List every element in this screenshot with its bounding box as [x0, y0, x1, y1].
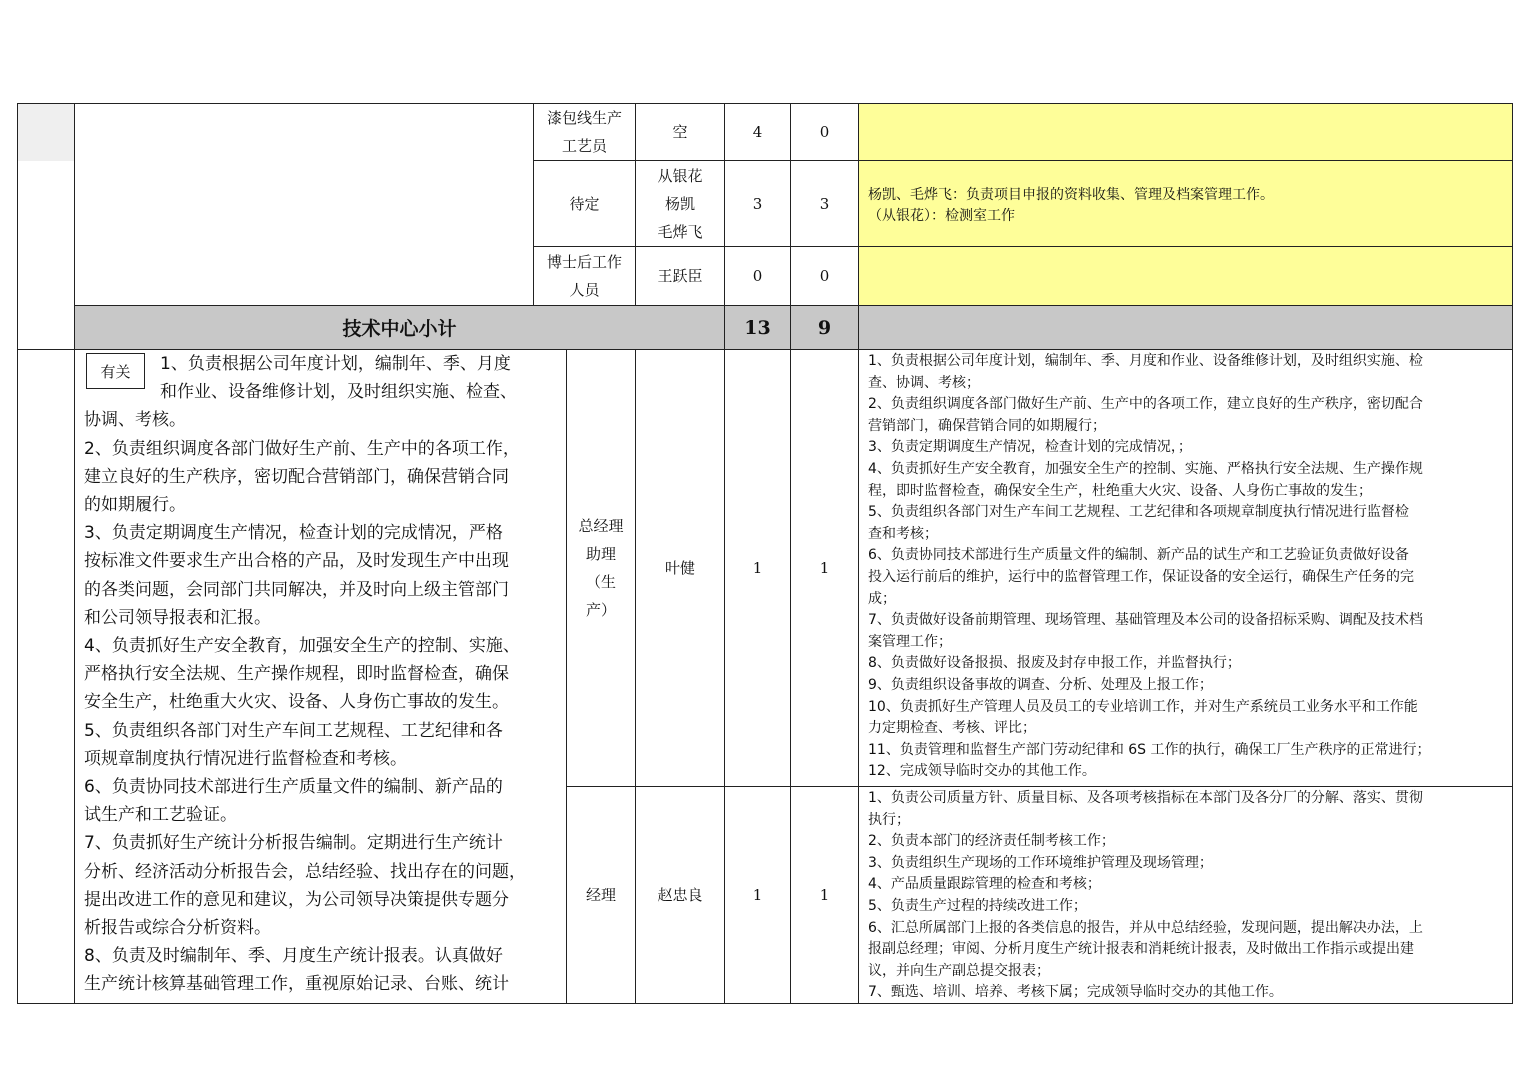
responsibilities-text: 1、负责公司质量方针、质量目标、及各项考核指标在本部门及各分厂的分解、落实、贯彻 执行； 2、负责本部门的经济责任制考核工作； 3、负责组织生产现场的工作环境维护管理及现场管理； 4、产品质量跟踪管理的检查和考核； 5、负责生产过程的持续改进工作； 6、汇总所属部门上报的各类信息的报告，并从中总结经验，发现问题，提出解决办法，上 报副总经理；审阅、分析月度生产统计报表和消耗统计报表，及时做出工作指示或提出建 议，并向生产副总提交报表； 7、甄选、培训、培养、考核下属；完成领导临时交办的其他工作。	[868, 790, 1423, 1001]
vline	[858, 103, 859, 1004]
planned-count: 3	[752, 194, 763, 213]
actual-count: 0	[819, 267, 830, 285]
note-text: 杨凯、毛烨飞：负责项目申报的资料收集、管理及档案管理工作。 （从银花）：检测室工作	[868, 187, 1274, 224]
planned-count: 1	[752, 559, 763, 577]
actual-count: 3	[819, 194, 830, 213]
duties-text-top: 1、负责根据公司年度计划，编制年、季、月度 和作业、设备维修计划，及时组织实施、检查、	[160, 354, 517, 403]
planned-count: 1	[752, 886, 763, 904]
person-cell: 赵忠良	[657, 886, 703, 904]
planned-count: 4	[752, 123, 763, 141]
person-cell: 叶健	[664, 559, 695, 577]
duties-text: 协调、考核。 2、负责组织调度各部门做好生产前、生产中的各项工作， 建立良好的生产秩序，密切配合营销部门，确保营销合同 的如期履行。 3、负责定期调度生产情况，检查计划的完成情况，严格 按标准文件要求生产出合格的产品，及时发现生产中出现 的各类问题，会同部门共同解决，并及时向上级主管部门 和公司领导报表和汇报。 4、负责抓好生产安全教育，加强安全生产的控制、实施、 严格执行安全法规、生产操作规程，即时监督检查，确保 安全生产，杜绝重大火灾、设备、人身伤亡事故的发生。 5、负责组织各部门对生产车间工艺规程、工艺纪律和各 项规章制度执行情况进行监督检查和考核。 6、负责协同技术部进行生产质量文件的编制、新产品的 试生产和工艺验证。 7、负责抓好生产统计分析报告编制。定期进行生产统计 分析、经济活动分析报告会，总结经验、找出存在的问题， 提出改进工作的意见和建议，为公司领导决策提供专题分 析报告或综合分析资料。 8、负责及时编制年、季、月度生产统计报表。认真做好 生产统计核算基础管理工作，重视原始记录、台账、统计	[84, 410, 526, 995]
planned-count: 0	[752, 267, 763, 285]
person-cell: 从银花 杨凯 毛烨飞	[657, 166, 703, 241]
position-cell: 漆包线生产 工艺员	[546, 109, 622, 155]
person-cell: 空	[672, 123, 688, 141]
subtotal-actual: 9	[817, 316, 832, 339]
index-cell-shade	[17, 104, 74, 161]
responsibilities-text: 1、负责根据公司年度计划，编制年、季、月度和作业、设备维修计划，及时组织实施、检 查、协调、考核； 2、负责组织调度各部门做好生产前、生产中的各项工作，建立良好的生产秩序，密切配合 营销部门，确保营销合同的如期履行； 3、负责定期调度生产情况，检查计划的完成情况，； 4、负责抓好生产安全教育，加强安全生产的控制、实施、严格执行安全法规、生产操作规 程，即时监督检查，确保安全生产，杜绝重大火灾、设备、人身伤亡事故的发生； 5、负责组织各部门对生产车间工艺规程、工艺纪律和各项规章制度执行情况进行监督检 查和考核； 6、负责协同技术部进行生产质量文件的编制、新产品的试生产和工艺验证负责做好设备 投入运行前后的维护，运行中的监督管理工作，保证设备的安全运行，确保生产任务的完 成； 7、负责做好设备前期管理、现场管理、基础管理及本公司的设备招标采购、调配及技术档 案管理工作； 8、负责做好设备报损、报废及封存申报工作，并监督执行； 9、负责组织设备事故的调查、分析、处理及上报工作； 10、负责抓好生产管理人员及员工的专业培训工作，并对生产系统员工业务水平和工作能 力定期检查、考核、评比； 11、负责管理和监督生产部门劳动纪律和 6S 工作的执行，确保工厂生产秩序的正常进行； 12、完成领导临时交办的其他工作。	[868, 353, 1431, 780]
position-cell: 经理	[585, 886, 616, 904]
subtotal-label: 技术中心小计	[342, 318, 457, 340]
person-cell: 王跃臣	[657, 267, 703, 285]
note-cell-row3	[859, 247, 1512, 306]
note-cell-row1	[859, 104, 1512, 161]
position-cell: 待定	[569, 194, 600, 213]
vline	[74, 103, 75, 1004]
position-cell: 总经理 助理 （生 产）	[578, 517, 624, 619]
vline	[1512, 103, 1513, 1004]
actual-count: 0	[819, 123, 830, 141]
related-badge: 有关	[86, 353, 145, 389]
position-cell: 博士后工作 人员	[546, 253, 622, 299]
actual-count: 1	[819, 886, 830, 904]
vline	[17, 103, 18, 1004]
subtotal-planned: 13	[744, 316, 771, 339]
actual-count: 1	[819, 559, 830, 577]
